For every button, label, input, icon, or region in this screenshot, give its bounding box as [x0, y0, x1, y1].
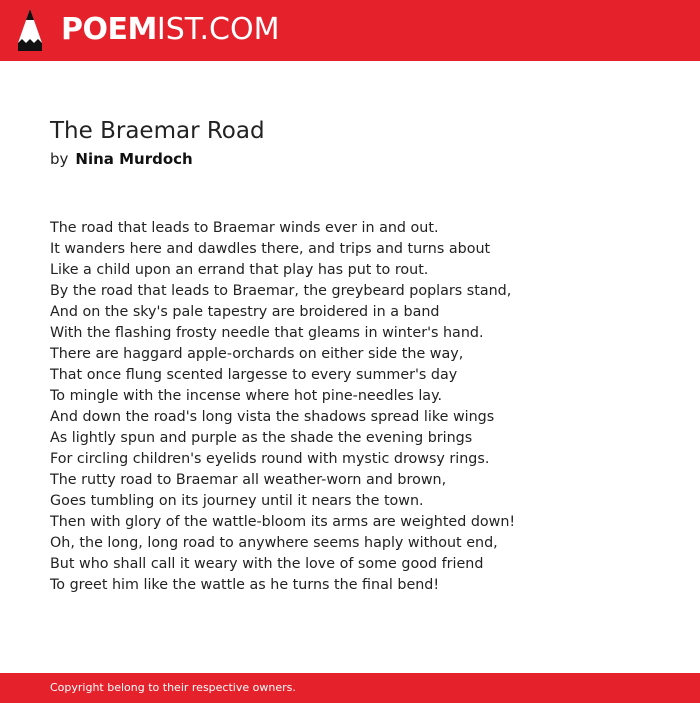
- poem-body: [50, 218, 670, 596]
- poem-line: For circling children's eyelids round with mystic drowsy rings.: [50, 451, 490, 467]
- poem-line: And down the road's long vista the shadows spread like wings: [50, 409, 495, 425]
- poem-line: As lightly spun and purple as the shade the evening brings: [50, 430, 473, 446]
- poem-line: And on the sky's pale tapestry are broidered in a band: [50, 304, 440, 320]
- author-name: Nina Murdoch: [75, 150, 193, 168]
- poem-line: Oh, the long, long road to anywhere seems haply without end,: [50, 535, 498, 551]
- site-footer: [0, 673, 700, 703]
- pencil-icon[interactable]: [16, 9, 44, 51]
- poem-line: But who shall call it weary with the love of some good friend: [50, 556, 484, 572]
- site-logo[interactable]: [61, 12, 279, 48]
- site-header: [0, 0, 700, 61]
- logo-bold-text: POEM: [61, 12, 157, 47]
- poem-line: That once flung scented largesse to every summer's day: [50, 367, 458, 383]
- poem-line: Goes tumbling on its journey until it nears the town.: [50, 493, 424, 509]
- poem-line: It wanders here and dawdles there, and trips and turns about: [50, 241, 491, 257]
- poem-line: Then with glory of the wattle-bloom its arms are weighted down!: [50, 514, 516, 530]
- poem-line: To greet him like the wattle as he turns the final bend!: [50, 577, 440, 593]
- poem-line: There are haggard apple-orchards on either side the way,: [50, 346, 464, 362]
- poem-line: The rutty road to Braemar all weather-worn and brown,: [50, 472, 447, 488]
- by-label: by: [50, 150, 69, 168]
- poem-line: With the flashing frosty needle that gleams in winter's hand.: [50, 325, 484, 341]
- poem-line: The road that leads to Braemar winds ever in and out.: [50, 220, 439, 236]
- copyright-text: Copyright belong to their respective owners.: [50, 681, 296, 694]
- poem-title: The Braemar Road: [50, 118, 265, 144]
- poem-line: To mingle with the incense where hot pine-needles lay.: [50, 388, 443, 404]
- logo-light-text: IST.COM: [156, 12, 280, 47]
- poem-line: Like a child upon an errand that play has put to rout.: [50, 262, 429, 278]
- poem-line: By the road that leads to Braemar, the greybeard poplars stand,: [50, 283, 512, 299]
- byline: [50, 148, 193, 170]
